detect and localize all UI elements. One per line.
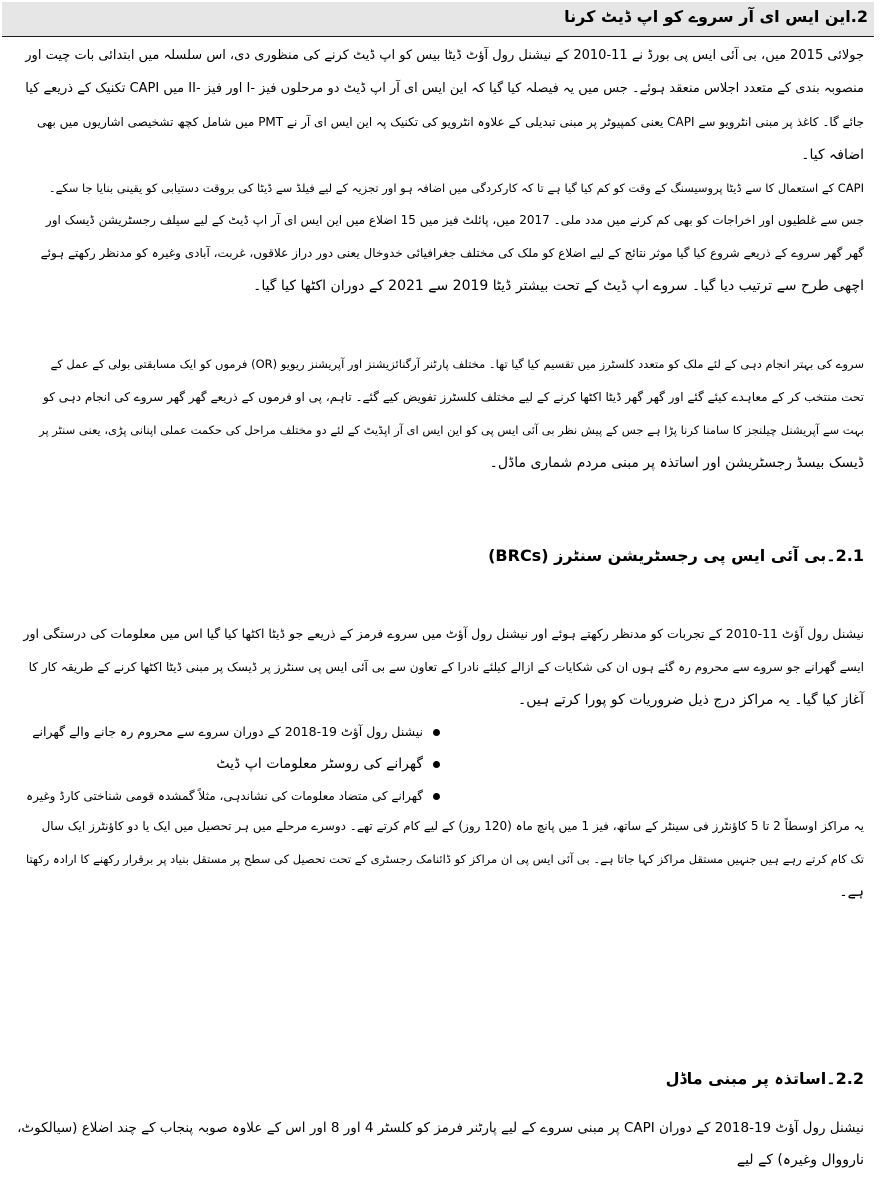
paragraph-line: ایسے گھرانے جو سروے سے محروم رہ گئے ہوں ان کی شکایات کے ازالے کیلئے نادرا کے تعاون سے بی آئی ایس پی سنٹرز پر ڈیسک پر مبنی ڈیٹا اکٹھا کرنے کے طریقہ کار کا	[28, 660, 864, 674]
paragraph-line: بہت سے آپریشنل چیلنجز کا سامنا کرنا پڑا ہے جس کے پیش نظر بی آئی ایس پی کو این ایس ای آر اپڈیٹ کے لئے دو مختلف مراحل کی حکمت عملی اپنانی پڑی، یعنی سنٹر پر	[39, 423, 864, 437]
paragraph-line: جس سے غلطیوں اور اخراجات کو بھی کم کرنے میں مدد ملی۔ 2017 میں، پائلٹ فیز میں 15 اضلاع میں این ایس ای آر اپ ڈیٹ کے لیے سیلف رجسٹریشن ڈیسک اور	[45, 213, 864, 227]
bullet-text: نیشنل رول آؤٹ 19-2018 کے دوران سروے سے محروم رہ جانے والے گھرانے	[32, 724, 423, 739]
section-title: 2.این ایس ای آر سروے کو اپ ڈیٹ کرنا	[564, 7, 868, 26]
paragraph-line: نارووال وغیرہ) کے لیے	[736, 1152, 864, 1168]
bullet-icon	[433, 729, 440, 736]
section-2-1-heading: 2.1۔بی آئی ایس پی رجسٹریشن سنٹرز (BRCs)	[488, 546, 864, 565]
section-heading-bar	[2, 2, 874, 37]
section-2-2-heading: 2.2۔اساتذہ پر مبنی ماڈل	[665, 1069, 864, 1088]
paragraph-line: نیشنل رول آؤٹ 11-2010 کے تجربات کو مدنظر رکھتے ہوئے اور نیشنل رول آؤٹ میں سروے فرمز کے ذریعے جو ڈیٹا اکٹھا کیا گیا اس میں معلومات کی درستگی اور	[23, 626, 864, 641]
bullet-icon	[433, 793, 440, 800]
paragraph-line: تک کام کرتے رہے ہیں جنہیں مستقل مراکز کہا جاتا ہے۔ بی آئی ایس پی ان مراکز کو ڈائنامک رجسٹری کے تحت تحصیل کی سطح پر مستقل بنیاد پر برقرار رکھنے کا ارادہ رکھتا	[25, 852, 864, 866]
paragraph-line: اچھی طرح سے ترتیب دیا گیا۔ سروے اپ ڈیٹ کے تحت بیشتر ڈیٹا 2019 سے 2021 کے دوران اکٹھا کیا گیا۔	[253, 278, 864, 294]
paragraph-line: اضافہ کیا۔	[801, 147, 864, 163]
bullet-item	[26, 786, 440, 806]
paragraph-line: ڈیسک بیسڈ رجسٹریشن اور اساتذہ پر مبنی مردم شماری ماڈل۔	[489, 455, 864, 471]
bullet-icon	[433, 761, 440, 768]
paragraph-line: منصوبہ بندی کے متعدد اجلاس منعقد ہوئے۔ جس میں یہ فیصلہ کیا گیا کہ این ایس ای آر اپ ڈیٹ دو مرحلوں فیز -I اور فیز -II میں CAPI تکنیک کے ذریعے کیا	[25, 81, 864, 96]
paragraph-line: CAPI کے استعمال کا سے ڈیٹا پروسیسنگ کے وقت کو کم کیا گیا ہے تا کہ کارکردگی میں اضافہ ہو اور تجزیہ کے لیے فیلڈ سے ڈیٹا کی بروقت دستیابی کو یقینی بنایا جا سکے۔	[48, 181, 864, 195]
paragraph-line: تحت منتخب کر کے معاہدے کیئے گئے اور گھر گھر ڈیٹا اکٹھا کرنے کے لیے مختلف کلسٹرز تفویض کیے گئے۔ تاہم، پی او فرموں کے ذریعے گھر گھر سروے کی انجام دہی کو	[43, 390, 864, 404]
bullet-text: گھرانے کی متضاد معلومات کی نشاندہی، مثلاً گمشدہ قومی شناختی کارڈ وغیرہ	[26, 789, 423, 803]
paragraph-line: جولائی 2015 میں، بی آئی ایس پی بورڈ نے 11-2010 کے نیشنل رول آؤٹ ڈیٹا بیس کو اپ ڈیٹ کرنے کی منظوری دی، اس سلسلہ میں ابتدائی بات چیت اور	[25, 48, 864, 63]
paragraph-line: ہے۔	[839, 884, 864, 900]
paragraph-line: گھر گھر سروے کے ذریعے شروع کیا گیا موثر نتائج کے لیے اضلاع کو ملک کی مختلف جغرافیائی خدوخال یعنی دور دراز علاقوں، غربت، آبادی وغیرہ کو مدنظر رکھتے ہوئے	[40, 246, 864, 260]
paragraph-line: جائے گا۔ کاغذ پر مبنی انٹرویو سے CAPI یعنی کمپیوٹر پر مبنی تبدیلی کے علاوہ انٹرویو کی تکنیک پہ این ایس ای آر نے PMT میں شامل کچھ تشخیصی اشاریوں میں بھی	[36, 115, 864, 129]
paragraph-line: آغاز کیا گیا۔ یہ مراکز درج ذیل ضروریات کو پورا کرتے ہیں۔	[517, 692, 864, 708]
bullet-item	[216, 754, 440, 774]
paragraph-line: نیشنل رول آؤٹ 19-2018 کے دوران CAPI پر مبنی سروے کے لیے پارٹنر فرمز کو کلسٹر 4 اور 8 اور اس کے علاوہ صوبہ پنجاب کے چند اضلاع (سیالکوٹ،	[17, 1120, 864, 1136]
paragraph-line: یہ مراکز اوسطاً 2 تا 5 کاؤنٹرز فی سینٹر کے ساتھ، فیز 1 میں پانچ ماہ (120 روز) کے لیے کام کرتے تھے۔ دوسرے مرحلے میں ہر تحصیل میں ایک یا دو کاؤنٹرز ایک سال	[41, 819, 864, 833]
bullet-item	[32, 722, 440, 742]
bullet-text: گھرانے کی روسٹر معلومات اپ ڈیٹ	[216, 756, 423, 772]
paragraph-line: سروے کی بہتر انجام دہی کے لئے ملک کو متعدد کلسٹرز میں تقسیم کیا گیا تھا۔ مختلف پارٹنر آرگنائزیشنز اور آپریشنز ریویو (OR) فرموں کو ایک مسابقتی بولی کے عمل کے	[50, 357, 864, 371]
